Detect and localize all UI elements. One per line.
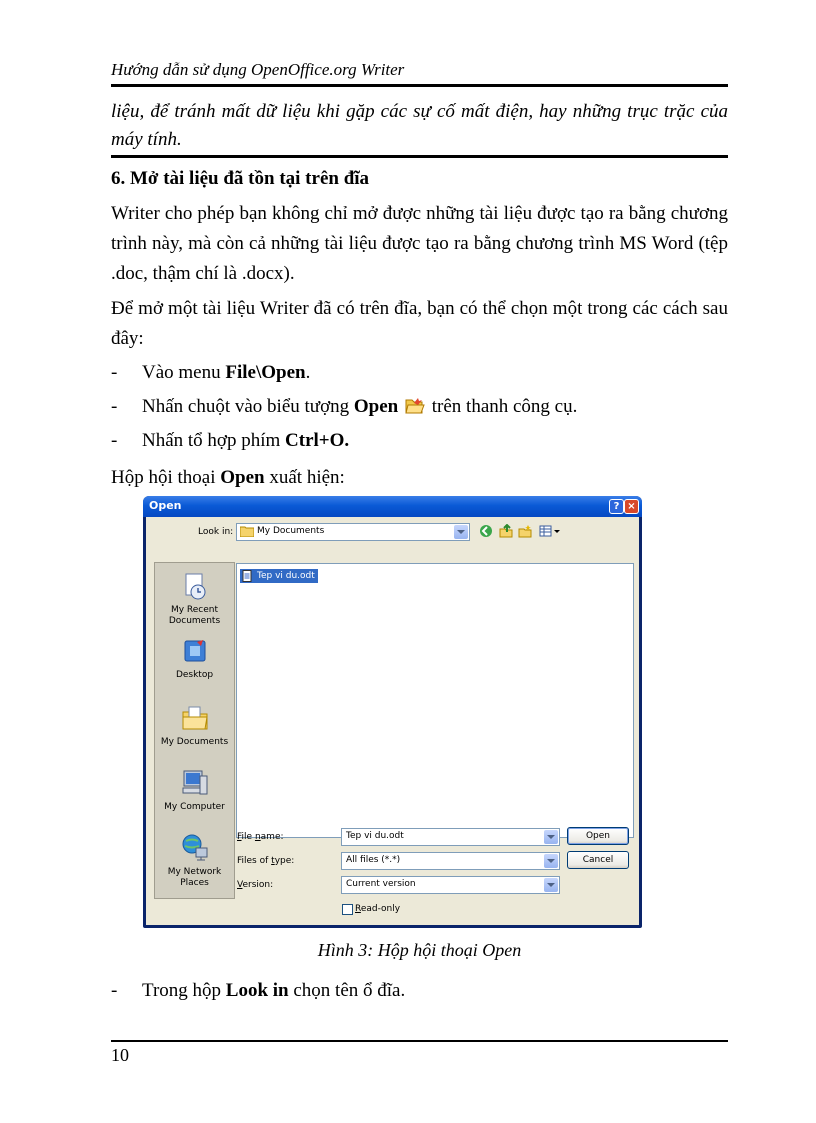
place-recent-documents[interactable]: My Recent Documents: [155, 571, 234, 627]
version-combo[interactable]: [341, 876, 560, 894]
read-only-checkbox[interactable]: [342, 904, 353, 915]
new-folder-icon[interactable]: [518, 524, 532, 538]
help-button[interactable]: ?: [609, 499, 624, 514]
bullet-dash: -: [111, 430, 118, 451]
dialog-title: Open: [149, 499, 182, 512]
file-name-label: File name:: [237, 832, 284, 842]
read-only-label[interactable]: Read-only: [355, 904, 401, 914]
chevron-down-icon[interactable]: [544, 878, 558, 892]
document-file-icon: [241, 570, 253, 582]
folder-icon: [240, 526, 254, 537]
bullet-look-in: - Trong hộp Look in chọn tên ổ đĩa.: [111, 976, 405, 1006]
file-item[interactable]: Tep vi du.odt: [240, 569, 318, 583]
place-my-documents[interactable]: My Documents: [155, 703, 234, 748]
header-rule: [111, 84, 728, 87]
look-in-value: My Documents: [257, 526, 325, 536]
dialog-intro: Hộp hội thoại Open xuất hiện:: [111, 467, 345, 488]
chevron-down-icon[interactable]: [544, 854, 558, 868]
note-paragraph: liệu, để tránh mất dữ liệu khi gặp các sự cố mất điện, hay những trục trặc của máy tính.: [111, 101, 728, 150]
file-type-combo[interactable]: [341, 852, 560, 870]
place-network[interactable]: My Network Places: [155, 833, 234, 889]
bullet-menu: - Vào menu File\Open.: [111, 358, 310, 388]
view-menu-icon[interactable]: [539, 524, 561, 538]
up-folder-icon[interactable]: [499, 524, 513, 538]
desktop-icon: [180, 638, 210, 666]
dialog-titlebar[interactable]: [143, 496, 642, 517]
file-name-combo[interactable]: [341, 828, 560, 846]
paragraph-ways: Để mở một tài liệu Writer đã có trên đĩa, bạn có thể chọn một trong các cách sau đây:: [111, 298, 728, 349]
open-dialog: [143, 496, 642, 928]
dialog-body: [146, 517, 639, 925]
file-type-value: All files (*.*): [346, 855, 401, 865]
bullet-dash: -: [111, 396, 118, 417]
my-computer-icon: [180, 768, 210, 798]
look-in-combo[interactable]: [236, 523, 470, 541]
cancel-button[interactable]: Cancel: [567, 851, 629, 869]
file-type-label: Files of type:: [237, 856, 295, 866]
section-heading: 6. Mở tài liệu đã tồn tại trên đĩa: [111, 168, 370, 189]
figure-caption: Hình 3: Hộp hội thoại Open: [317, 940, 522, 960]
paragraph-intro: Writer cho phép bạn không chỉ mở được những tài liệu được tạo ra bằng chương trình này, mà còn cả những tài liệu được tạo ra bằng chương trình MS Word (tệp .doc, thậm chí là .docx).: [111, 203, 728, 284]
place-my-computer[interactable]: My Computer: [155, 768, 234, 813]
bullet-shortcut: - Nhấn tổ hợp phím Ctrl+O.: [111, 426, 349, 456]
close-button[interactable]: ×: [624, 499, 639, 514]
running-header: Hướng dẫn sử dụng OpenOffice.org Writer: [111, 60, 405, 79]
version-label: Version:: [237, 880, 274, 890]
network-places-icon: [180, 833, 210, 863]
place-desktop[interactable]: Desktop: [155, 638, 234, 681]
page-number: 10: [111, 1045, 129, 1065]
open-folder-icon: [405, 396, 425, 415]
footer-rule: [111, 1040, 728, 1042]
file-name-value: Tep vi du.odt: [346, 831, 404, 841]
bullet-dash: -: [111, 980, 118, 1001]
back-icon[interactable]: [479, 524, 493, 538]
note-rule: [111, 155, 728, 158]
open-button[interactable]: Open: [567, 827, 629, 845]
my-documents-icon: [180, 703, 210, 733]
bullet-dash: -: [111, 362, 118, 383]
places-bar: [154, 562, 235, 899]
chevron-down-icon[interactable]: [454, 525, 468, 539]
look-in-label: Look in:: [198, 527, 234, 537]
bullet-toolbar-icon: - Nhấn chuột vào biểu tượng Open trên thanh công cụ.: [111, 392, 577, 422]
recent-documents-icon: [180, 571, 210, 601]
chevron-down-icon[interactable]: [544, 830, 558, 844]
version-value: Current version: [346, 879, 416, 889]
file-list[interactable]: [236, 563, 634, 838]
